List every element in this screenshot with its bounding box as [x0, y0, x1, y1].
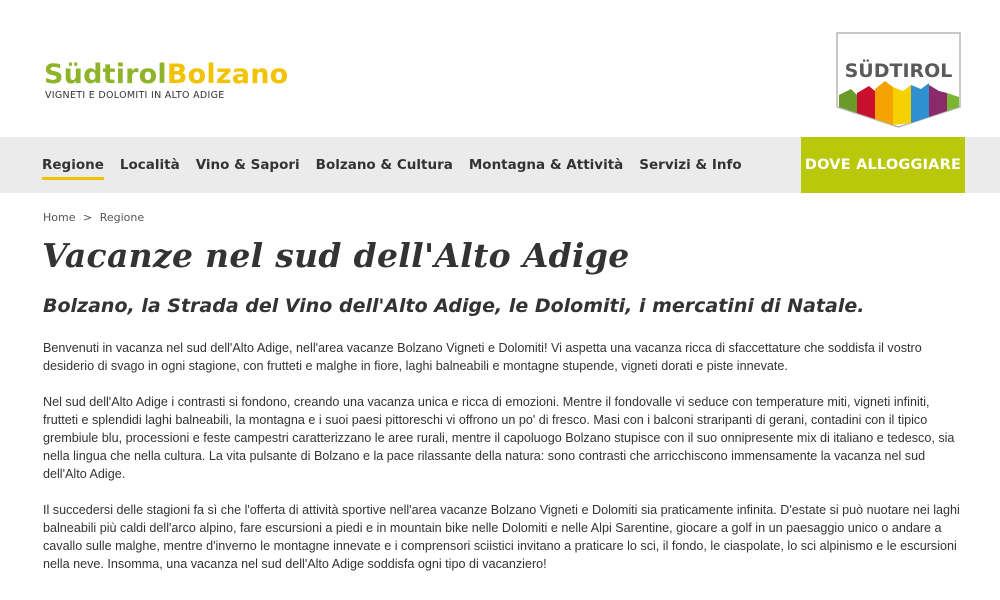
logo-sudtirol-text: Südtirol: [44, 59, 167, 90]
logo-tagline: VIGNETI E DOLOMITI IN ALTO ADIGE: [45, 90, 225, 101]
site-header: [0, 0, 1000, 137]
nav-item-vino-sapori[interactable]: Vino & Sapori: [195, 157, 300, 173]
breadcrumb-home-link[interactable]: Home: [43, 211, 76, 224]
nav-items: [42, 137, 758, 193]
nav-item-servizi-info[interactable]: Servizi & Info: [639, 157, 742, 173]
sudtirol-brand-badge[interactable]: [835, 31, 962, 129]
article-body: [43, 339, 963, 591]
paragraph-contrasts: Nel sud dell'Alto Adige i contrasti si fondono, creando una vacanza unica e ricca di emozioni. Mentre il fondovalle vi seduce con temperature miti, vigneti infiniti, frutteti e splendidi laghi balneabili, la montagna e i suoi paesi pittoreschi vi offrono un po' di fresco. Masi con i balconi straripanti di gerani, contadini con il tipico grembiule blu, processioni e feste campestri caratterizzano le aree rurali, mentre il capoluogo Bolzano stupisce con il suo onnipresente mix di italiano e tedesco, sia nella lingua che nella cultura. La vita pulsante di Bolzano e la pace rilassante della natura: sono contrasti che arricchiscono immensamente la vacanza nel sud dell'Alto Adige.: [43, 395, 955, 481]
nav-item-bolzano-cultura[interactable]: Bolzano & Cultura: [315, 157, 453, 173]
paragraph-seasons: Il succedersi delle stagioni fa sì che l'offerta di attività sportive nell'area vacanze Bolzano Vigneti e Dolomiti sia praticamente infinita. D'estate si può nuotare nei laghi balneabili più caldi dell'arco alpino, fare escursioni a piedi e in mountain bike nelle Dolomiti e nelle Alpi Sarentine, giocare a golf in un paesaggio unico o andare a cavallo sulle malghe, mentre d'inverno le montagne innevate e i comprensori sciistici invitano a praticare lo sci, il fondo, le ciaspolate, lo sci alpinismo e le escursioni nella neve. Insomma, una vacanza nel sud dell'Alto Adige soddisfa ogni tipo di vacanziero!: [43, 503, 960, 571]
dove-alloggiare-button[interactable]: DOVE ALLOGGIARE: [801, 137, 965, 193]
breadcrumb: [43, 211, 148, 224]
logo-bolzano-text: Bolzano: [166, 59, 289, 90]
breadcrumb-current: Regione: [99, 211, 145, 224]
nav-item-localita[interactable]: Località: [119, 157, 180, 173]
paragraph-intro: Benvenuti in vacanza nel sud dell'Alto Adige, nell'area vacanze Bolzano Vigneti e Dolomiti! Vi aspetta una vacanza ricca di sfaccettature che soddisfa il vostro desiderio di svago in ogni stagione, con frutteti e malghe in fiore, laghi balneabili e montagne stupende, vigneti dorati e piste innevate.: [43, 341, 922, 373]
nav-item-montagna-attivita[interactable]: Montagna & Attività: [468, 157, 624, 173]
badge-label: SÜDTIROL: [844, 60, 953, 82]
site-logo[interactable]: [44, 60, 288, 101]
page-title: Vacanze nel sud dell'Alto Adige: [42, 236, 630, 275]
logo-wordmark: [44, 60, 288, 90]
page-subtitle: Bolzano, la Strada del Vino dell'Alto Adige, le Dolomiti, i mercatini di Natale.: [43, 295, 865, 317]
breadcrumb-separator: >: [82, 211, 93, 224]
nav-item-regione[interactable]: Regione: [42, 157, 104, 173]
